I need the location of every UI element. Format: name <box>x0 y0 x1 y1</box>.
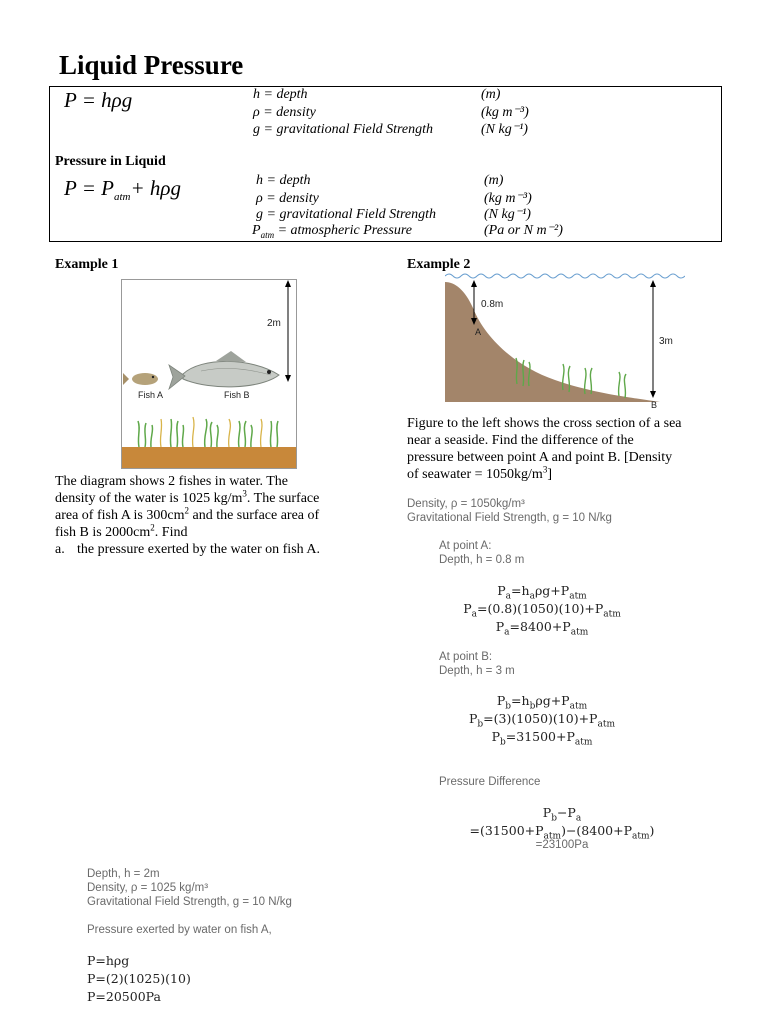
fish-b-label: Fish B <box>224 390 250 400</box>
sea-cross-section-diagram <box>445 268 685 412</box>
ex2-b-step-2: $P_b=(3)(1050)(10)+P_{atm}$ <box>468 711 615 730</box>
ex2-diff-head: Pressure Difference <box>439 776 541 788</box>
ex2-a-step-2: $P_a=(0.8)(1050)(10)+P_{atm}$ <box>463 601 621 620</box>
pressure-in-liquid-heading: Pressure in Liquid <box>55 154 166 169</box>
water-surface <box>445 274 685 278</box>
unit-depth-2: (m) <box>484 173 504 188</box>
ex1-given-density: Density, ρ = 1025 kg/m³ <box>87 882 209 894</box>
ex2-a-step-3: $P_a=8400+P_{atm}$ <box>495 619 589 638</box>
example1-item-a-label: a. <box>55 542 65 557</box>
ex2-b-step-1: $P_b=h_b\rho g+P_{atm}$ <box>496 693 588 712</box>
seabed <box>122 447 296 468</box>
ex1-solution-intro: Pressure exerted by water on fish A, <box>87 924 272 936</box>
ex1-step-2: P=(2)(1025)(10) <box>87 971 191 986</box>
ex1-given-depth: Depth, h = 2m <box>87 868 160 880</box>
unit-gravity-2: (N kg⁻¹) <box>484 207 531 222</box>
unit-density-2: (kg m⁻³) <box>484 191 532 206</box>
fish-diagram <box>121 279 297 469</box>
ex1-given-gravity: Gravitational Field Strength, g = 10 N/kg <box>87 896 292 908</box>
unit-depth: (m) <box>481 87 501 102</box>
depth-label-2m: 2m <box>267 318 281 329</box>
ex2-given-density: Density, ρ = 1050kg/m³ <box>407 498 525 510</box>
ex2-point-b-head: At point B: <box>439 651 493 663</box>
def-gravity: g = gravitational Field Strength <box>253 122 434 137</box>
def-gravity-2: g = gravitational Field Strength <box>256 207 437 222</box>
ex2-point-a-depth: Depth, h = 0.8 m <box>439 554 525 566</box>
ex1-step-3: P=20500Pa <box>87 989 161 1004</box>
def-density: ρ = density <box>253 105 316 120</box>
ex2-point-a-head: At point A: <box>439 540 492 552</box>
ex2-diff-result: =23100Pa <box>535 839 589 851</box>
unit-atm: (Pa or N m⁻²) <box>484 223 563 238</box>
example2-heading: Example 2 <box>407 257 471 272</box>
point-a-label: A <box>475 327 482 337</box>
def-density-2: ρ = density <box>256 191 319 206</box>
formula-pressure-liquid: $P = P_{atm}+ h\rho g$ <box>64 176 181 204</box>
fish-a-label: Fish A <box>138 390 164 400</box>
depth-label-08m: 0.8m <box>481 299 504 310</box>
ex2-point-b-depth: Depth, h = 3 m <box>439 665 515 677</box>
formula-pressure: P = hρg <box>64 88 133 112</box>
example2-paragraph: Figure to the left shows the cross section of a sea near a seaside. Find the difference of the pressure between point A and point B. [Density of seawater = $1050kg/m^3$] <box>407 416 682 482</box>
unit-gravity: (N kg⁻¹) <box>481 122 528 137</box>
ex2-diff-line-2: $=(31500+P_{atm})-(8400+P_{atm})$ <box>469 823 655 842</box>
ex1-step-1: P=hρg <box>87 953 130 968</box>
ex2-b-step-3: $P_b=31500+P_{atm}$ <box>491 729 593 748</box>
ex2-given-gravity: Gravitational Field Strength, g = 10 N/kg <box>407 512 612 524</box>
example1-item-a-text: the pressure exerted by the water on fish A. <box>77 542 320 557</box>
unit-density: (kg m⁻³) <box>481 105 529 120</box>
example1-paragraph: The diagram shows 2 fishes in water. The density of the water is 1025 $kg/m^3$. The surface area of fish A is $300cm^2$ and the surface area of fish B is $2000cm^2$. Find <box>55 474 320 540</box>
def-depth: h = depth <box>253 87 308 102</box>
depth-label-3m: 3m <box>659 336 673 347</box>
example1-heading: Example 1 <box>55 257 119 272</box>
seabed-slope <box>445 282 660 412</box>
def-atm: $P_{atm}$ = atmospheric Pressure <box>252 223 412 240</box>
point-b-label: B <box>651 400 658 410</box>
ex2-a-step-1: $P_a=h_a\rho g+P_{atm}$ <box>497 583 587 602</box>
page-title: Liquid Pressure <box>59 50 244 80</box>
ex2-diff-line-1: $P_b-P_a$ <box>542 805 582 824</box>
def-depth-2: h = depth <box>256 173 311 188</box>
